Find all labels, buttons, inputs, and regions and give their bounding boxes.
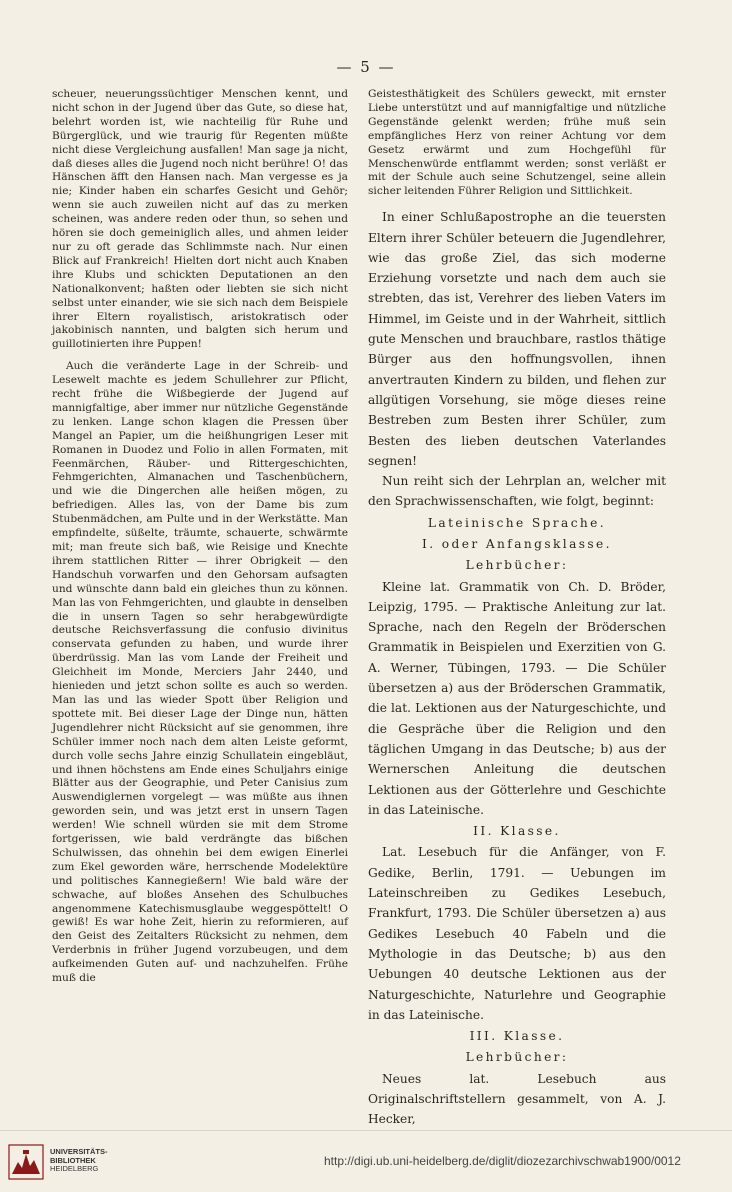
right-column (368, 88, 666, 1130)
heading-class-1: I. oder Anfangsklasse. (422, 537, 612, 551)
right-paragraph-4: Lat. Lesebuch für die Anfänger, von F. Gedike, Berlin, 1791. — Uebungen im Lateinschreiben zu Gedikes Lesebuch, Frankfurt, 1793. Die Schüler übersetzen a) aus Gedikes Lesebuch 40 Fabeln und die Mythologie in das Deutsche; b) aus den Uebungen 40 deutsche Lektionen aus der Naturgeschichte, Naturlehre und Geographie in das Lateinische. (368, 845, 666, 1022)
left-column (52, 88, 348, 986)
heading-class-3: III. Klasse. (469, 1029, 565, 1044)
footer-divider (0, 1130, 732, 1131)
right-paragraph-top: Geistesthätigkeit des Schülers geweckt, mit ernster Liebe unterstützt und auf mannigfaltige und nützliche Gegenstände gelenkt werden; frühe muß sein empfängliches Herz von reiner Achtung vor dem Gesetz erwärmt und zum Hochgefühl für Menschenwürde entflammt werden; sonst verläßt er mit der Schule auch seine Schutzengel, seine allein sicher leitenden Führer Religion und Sittlichkeit. (368, 88, 666, 198)
library-name: UNIVERSITÄTS- BIBLIOTHEK HEIDELBERG (50, 1147, 108, 1173)
heidelberg-library-logo-icon[interactable] (8, 1144, 44, 1180)
right-paragraph-1: In einer Schlußapostrophe an die teuersten Eltern ihrer Schüler beteuern die Jugendlehrer, wie das große Ziel, das sich moderne Erziehung vorsetzte und nach dem auch sie strebten, das ist, Verehrer des lieben Vaters im Himmel, im Geiste und in der Wahrheit, sittlich gute Menschen und brauchbare, rastlos thätige Bürger aus den hoffnungsvollen, ihnen anvertrauten Kindern zu bilden, und flehen zur allgütigen Vorsehung, sie möge dieses reine Bestreben zum Besten ihrer Schüler, zum Besten des lieben deutschen Vaterlandes segnen! (368, 210, 666, 468)
page-number: — 5 — (336, 58, 396, 76)
heading-latin: Lateinische Sprache. (427, 515, 607, 530)
right-paragraph-5: Neues lat. Lesebuch aus Originalschriftstellern gesammelt, von A. J. Hecker, (368, 1071, 666, 1127)
source-url-link[interactable]: http://digi.ub.uni-heidelberg.de/diglit/diozezarchivschwab1900/0012 (324, 1154, 681, 1168)
right-paragraph-3: Kleine lat. Grammatik von Ch. D. Bröder, Leipzig, 1795. — Praktische Anleitung zur lat. Sprache, nach den Regeln der Bröderschen Grammatik in Beispielen und Exerzitien von G. A. Werner, Tübingen, 1793. — Die Schüler übersetzen a) aus der Bröderschen Grammatik, die lat. Lektionen aus der Naturgeschichte, und die Gespräche über die Religion und den täglichen Umgang in das Deutsche; b) aus der Wernerschen Anleitung die deutschen Lektionen aus der Götterlehre und Geschichte in das Lateinische. (368, 579, 666, 817)
left-paragraph-2: Auch die veränderte Lage in der Schreib- und Lesewelt machte es jedem Schullehrer zur Pflicht, recht frühe die Wißbegierde der Jugend auf mannigfaltige, aber immer nur nützliche Gegenstände zu lenken. Lange schon klagen die Pressen über Mangel an Papier, um die heißhungrigen Leser mit Romanen in Duodez und Folio in allen Formaten, mit Feenmärchen, Räuber- und Rittergeschichten, Fehmgerichten, Almanachen und Taschenbüchern, und wie die Dingerchen alle heißen mögen, zu befriedigen. Alles las, von der Dame bis zum Stubenmädchen, am Pulte und in der Werkstätte. Man empfindelte, süßelte, träumte, schauerte, schwärmte mit; man freute sich baß, wie Reisige und Knechte ihrem stattlichen Ritter — ihrer Obrigkeit — den Handschuh vorwarfen und den Gehorsam aufsagten und wünschte dann bald ein gleiches thun zu können. Man las von Fehmgerichten, und glaubte in denselben die in unsern Tagen so sehr herabgewürdigte deutsche Reichsverfassung die confusio divinitus conservata gefunden zu haben, und wurde ihrer überdrüssig. Man las vom Lande der Freiheit und Gleichheit im Monde, Merciers Jahr 2440, und hienieden und jetzt schon sollte es auch so werden. Man las und las wieder Spott über Religion und spottete mit. Bei dieser Lage der Dinge nun, hätten Jugendlehrer nicht Rücksicht auf sie genommen, ihre Schüler immer noch nach dem alten Leiste geformt, durch volle sechs Jahre einzig Schullatein eingebläut, und ihnen höchstens am Ende eines Schuljahrs einige Blätter aus der Geographie, und Peter Canisius zum Auswendiglernen vorgelegt — was müßte aus ihnen geworden sein, und was jetzt erst in unsern Tagen werden! Wie schnell würden sie mit dem Strome fortgerissen, wie bald verdrängte das bißchen Schulwissen, das ohnehin bei dem ewigen Einerlei zum Ekel geworden wäre, herrschende Modelektüre und politisches Kannegießern! Wie bald wäre der schwache, auf bloßes Ansehen des Schulbuches angenommene Katechismusglaube weggespöttelt! O gewiß! Es war hohe Zeit, hierin zu reformieren, auf den Geist des Zeitalters Rücksicht zu nehmen, dem Verderbnis in früher Jugend vorzubeugen, und dem aufkeimenden Guten auf- und nachzuhelfen. Frühe muß die (52, 360, 348, 985)
footer (0, 1130, 732, 1192)
heading-books-1: Lehrbücher: (465, 558, 569, 573)
heading-class-2: II. Klasse. (473, 824, 561, 839)
heading-books-3: Lehrbücher: (465, 1050, 569, 1065)
right-paragraph-2: Nun reiht sich der Lehrplan an, welcher mit den Sprachwissenschaften, wie folgt, beginnt: (368, 474, 666, 509)
left-paragraph-1: scheuer, neuerungssüchtiger Menschen kennt, und nicht schon in der Jugend über das Gute, so diese hat, belehrt worden ist, wie nachteilig für Ruhe und Bürgerglück, und wie traurig für Regenten müßte nicht diese Vergleichung ausfallen! Man sage ja nicht, daß dieses alles die Jugend noch nicht berühre! O! das Hänschen äfft den Hansen nach. Man vergesse es ja nie; Kinder haben ein scharfes Gesicht und Gehör; wenn sie auch zuweilen nicht auf das zu merken scheinen, was andere reden oder thun, so sehen und hören sie doch gemeiniglich alles, und ahmen leider nur zu oft gerade das Schlimmste nach. Nur einen Blick auf Frankreich! Hielten dort nicht auch Knaben ihre Klubs und schickten Deputationen an den Nationalkonvent; haßten oder liebten sie sich nicht selbst unter einander, wie sie sich nach dem Beispiele ihrer Eltern royalistisch, aristokratisch oder jakobinisch nannten, und balgten sich herum und guillotinierten ihre Puppen! (52, 88, 348, 351)
